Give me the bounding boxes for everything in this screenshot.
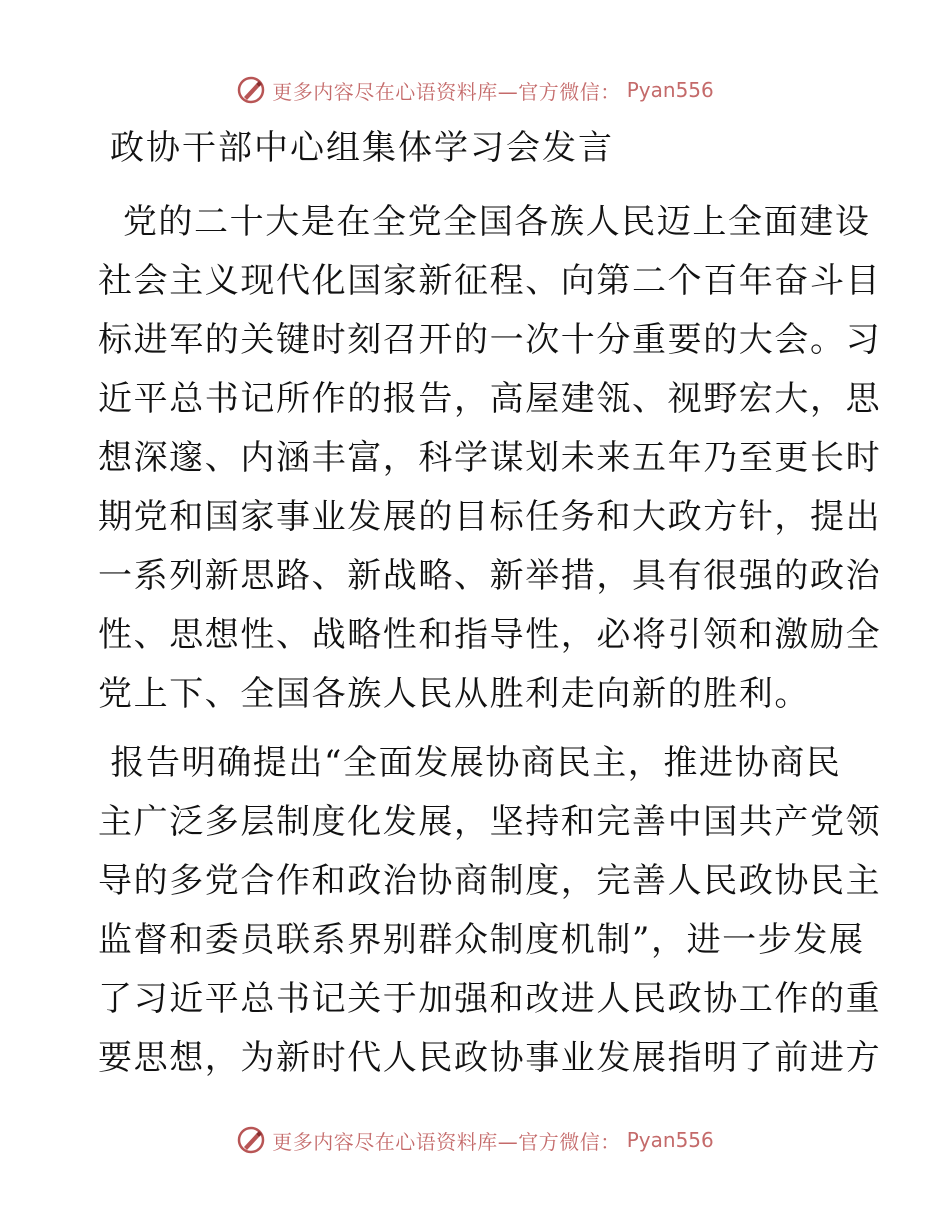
paragraph-2 (98, 734, 882, 1088)
watermark-header (0, 72, 950, 108)
watermark-footer (0, 1122, 950, 1158)
text-line: 性、思想性、战略性和指导性，必将引领和激励全 (98, 615, 882, 655)
pen-logo-icon (236, 75, 266, 105)
text-line: 导的多党合作和政治协商制度，完善人民政协民主 (98, 861, 882, 901)
text-line: 监督和委员联系界别群众制度机制”，进一步发展 (98, 920, 865, 960)
text-line: 主广泛多层制度化发展，坚持和完善中国共产党领 (98, 802, 882, 842)
text-line: 期党和国家事业发展的目标任务和大政方针，提出 (98, 497, 882, 537)
watermark-wechat-id: Pyan556 (626, 1128, 714, 1152)
text-line: 社会主义现代化国家新征程、向第二个百年奋斗目 (98, 261, 882, 301)
pen-logo-icon (236, 1125, 266, 1155)
text-line: 要思想，为新时代人民政协事业发展指明了前进方 (98, 1038, 882, 1078)
watermark-text: 更多内容尽在心语资料库—官方微信： (272, 79, 621, 104)
text-line: 想深邃、内涵丰富，科学谋划未来五年乃至更长时 (98, 438, 882, 478)
text-line: 了习近平总书记关于加强和改进人民政协工作的重 (98, 979, 882, 1019)
text-line: 标进军的关键时刻召开的一次十分重要的大会。习 (98, 320, 882, 360)
paragraph-1 (98, 193, 882, 724)
text-line: 党的二十大是在全党全国各族人民迈上全面建设 (98, 202, 871, 242)
watermark-text: 更多内容尽在心语资料库—官方微信： (272, 1129, 621, 1154)
watermark-wechat-id: Pyan556 (626, 78, 714, 102)
text-line: 一系列新思路、新战略、新举措，具有很强的政治 (98, 556, 882, 596)
text-line: 近平总书记所作的报告，高屋建瓴、视野宏大，思 (98, 379, 882, 419)
text-line: 党上下、全国各族人民从胜利走向新的胜利。 (98, 674, 810, 714)
text-line: 报告明确提出“全面发展协商民主，推进协商民 (98, 743, 842, 783)
document-title: 政协干部中心组集体学习会发言 (110, 128, 614, 168)
